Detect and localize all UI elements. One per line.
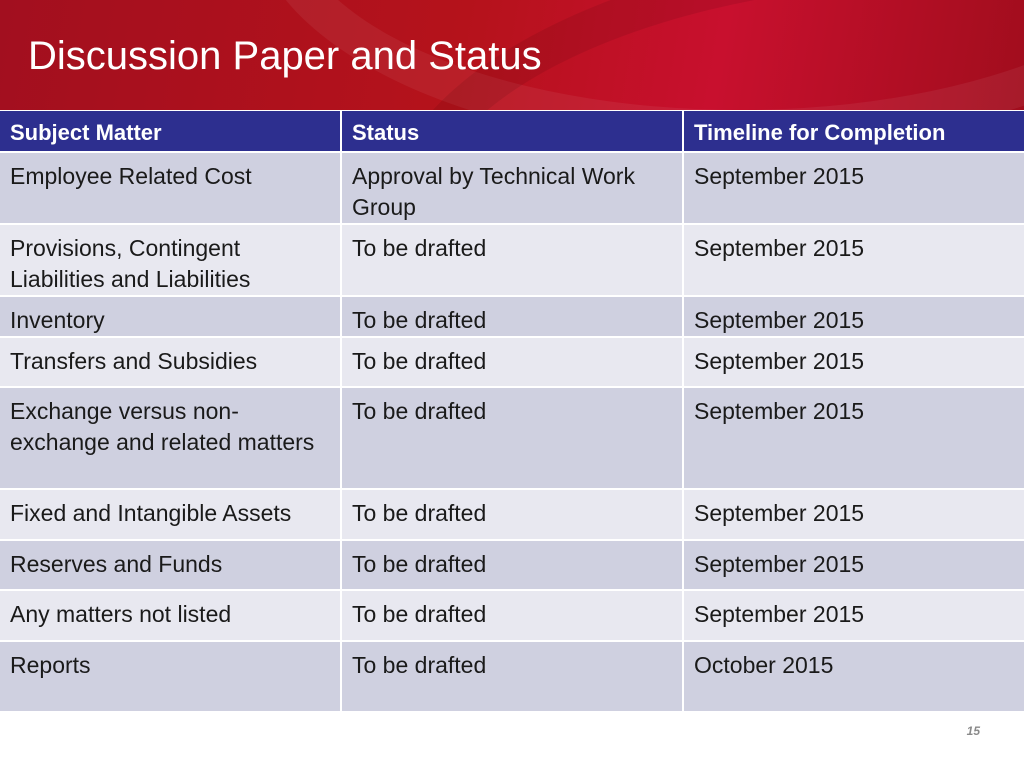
table-row: [0, 489, 1024, 540]
table-row: [0, 540, 1024, 590]
table-row: [0, 387, 1024, 489]
cell-timeline: September 2015: [683, 296, 1024, 337]
cell-status: To be drafted: [341, 641, 683, 712]
column-header-timeline: Timeline for Completion: [683, 111, 1024, 152]
cell-timeline: September 2015: [683, 152, 1024, 224]
column-header-status: Status: [341, 111, 683, 152]
table-header-row: [0, 111, 1024, 152]
cell-status: To be drafted: [341, 387, 683, 489]
cell-subject: Employee Related Cost: [0, 152, 341, 224]
table-row: [0, 590, 1024, 641]
table-row: [0, 224, 1024, 296]
table-row: [0, 337, 1024, 387]
cell-timeline: September 2015: [683, 590, 1024, 641]
slide-title: Discussion Paper and Status: [28, 34, 542, 78]
cell-timeline: September 2015: [683, 337, 1024, 387]
title-band: [0, 0, 1024, 110]
cell-status: To be drafted: [341, 540, 683, 590]
cell-subject: Inventory: [0, 296, 341, 337]
column-header-subject: Subject Matter: [0, 111, 341, 152]
cell-timeline: September 2015: [683, 387, 1024, 489]
cell-timeline: October 2015: [683, 641, 1024, 712]
cell-status: Approval by Technical Work Group: [341, 152, 683, 224]
cell-timeline: September 2015: [683, 540, 1024, 590]
table-row: [0, 641, 1024, 712]
cell-status: To be drafted: [341, 296, 683, 337]
cell-timeline: September 2015: [683, 224, 1024, 296]
cell-timeline: September 2015: [683, 489, 1024, 540]
cell-subject: Reports: [0, 641, 341, 712]
cell-subject: Fixed and Intangible Assets: [0, 489, 341, 540]
cell-subject: Provisions, Contingent Liabilities and Liabilities: [0, 224, 341, 296]
cell-subject: Reserves and Funds: [0, 540, 341, 590]
table-row: [0, 296, 1024, 337]
cell-status: To be drafted: [341, 337, 683, 387]
cell-subject: Exchange versus non-exchange and related matters: [0, 387, 341, 489]
status-table: [0, 111, 1024, 713]
page-number: 15: [966, 724, 980, 738]
cell-subject: Transfers and Subsidies: [0, 337, 341, 387]
cell-subject: Any matters not listed: [0, 590, 341, 641]
cell-status: To be drafted: [341, 590, 683, 641]
cell-status: To be drafted: [341, 224, 683, 296]
table-row: [0, 152, 1024, 224]
cell-status: To be drafted: [341, 489, 683, 540]
